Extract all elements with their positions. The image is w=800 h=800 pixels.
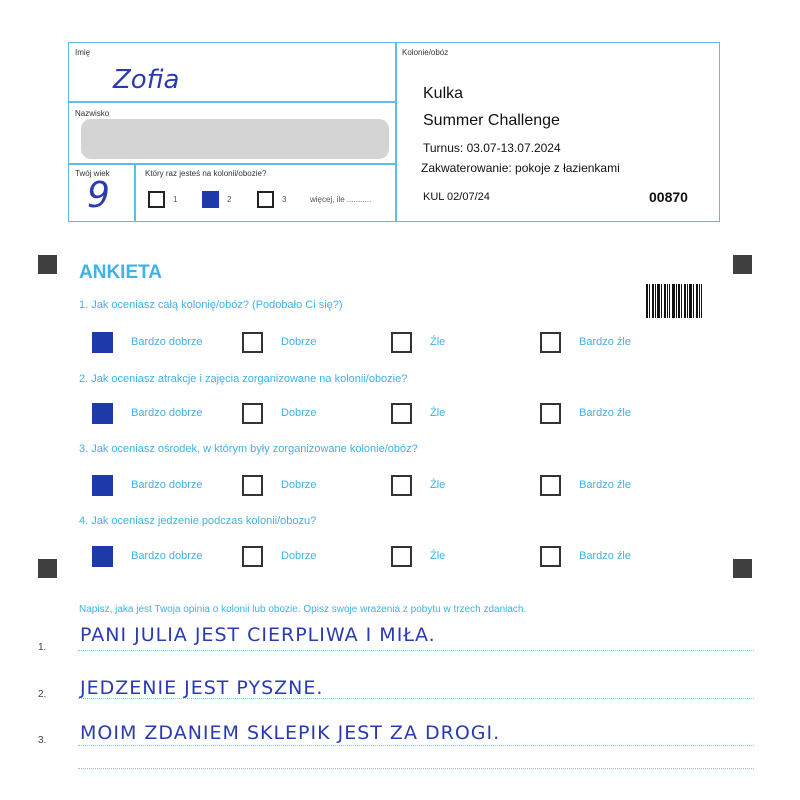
times-option-label: 2	[227, 195, 232, 204]
q1-option-bardzo-dobrze-checkbox[interactable]	[92, 332, 113, 353]
dotted-line	[78, 650, 754, 651]
q4-option-dobrze-checkbox[interactable]	[242, 546, 263, 567]
camp-turnus: Turnus: 03.07-13.07.2024	[423, 141, 561, 155]
times-option-more-label: więcej, ile ...........	[310, 195, 372, 204]
q2-option-zle-checkbox[interactable]	[391, 403, 412, 424]
q3-option-dobrze-checkbox[interactable]	[242, 475, 263, 496]
q3-option-zle-checkbox[interactable]	[391, 475, 412, 496]
option-label: Dobrze	[281, 550, 317, 562]
answer-line-3[interactable]: MOIM ZDANIEM SKLEPIK JEST ZA DROGI.	[80, 722, 501, 744]
option-label: Dobrze	[281, 407, 317, 419]
times-checkbox-2[interactable]	[202, 191, 219, 208]
barcode-icon	[646, 284, 702, 318]
option-label: Bardzo dobrze	[131, 407, 203, 419]
question-3: 3. Jak oceniasz ośrodek, w którym były zorganizowane kolonie/obóz?	[79, 443, 418, 455]
q4-option-zle-checkbox[interactable]	[391, 546, 412, 567]
divider	[395, 43, 397, 221]
times-checkbox-3[interactable]	[257, 191, 274, 208]
registration-mark	[38, 255, 57, 274]
last-name-label: Nazwisko	[75, 109, 110, 118]
first-name-label: Imię	[75, 48, 91, 57]
survey-title: ANKIETA	[79, 262, 163, 283]
form-number: 00870	[649, 189, 688, 205]
dotted-line	[78, 745, 754, 746]
q3-option-bardzo-dobrze-checkbox[interactable]	[92, 475, 113, 496]
camp-label: Kolonie/obóz	[402, 48, 449, 57]
divider	[134, 163, 136, 221]
question-1: 1. Jak oceniasz całą kolonię/obóz? (Podobało Ci się?)	[79, 299, 343, 311]
q4-option-bardzo-zle-checkbox[interactable]	[540, 546, 561, 567]
line-number: 2.	[38, 689, 47, 700]
option-label: Bardzo źle	[579, 407, 631, 419]
option-label: Dobrze	[281, 479, 317, 491]
q1-option-dobrze-checkbox[interactable]	[242, 332, 263, 353]
divider	[69, 101, 395, 103]
answer-line-2[interactable]: JEDZENIE JEST PYSZNE.	[80, 677, 324, 699]
question-2: 2. Jak oceniasz atrakcje i zajęcia zorganizowane na kolonii/obozie?	[79, 373, 408, 385]
age-value[interactable]: 9	[87, 175, 110, 216]
registration-mark	[38, 559, 57, 578]
option-label: Bardzo źle	[579, 479, 631, 491]
q1-option-zle-checkbox[interactable]	[391, 332, 412, 353]
times-label: Który raz jesteś na kolonii/obozie?	[145, 169, 267, 178]
option-label: Źle	[430, 336, 446, 348]
q4-option-bardzo-dobrze-checkbox[interactable]	[92, 546, 113, 567]
divider	[69, 163, 395, 165]
camp-code: KUL 02/07/24	[423, 191, 490, 203]
option-label: Bardzo dobrze	[131, 550, 203, 562]
last-name-redacted-field[interactable]	[81, 119, 389, 159]
option-label: Bardzo dobrze	[131, 336, 203, 348]
times-option-label: 3	[282, 195, 287, 204]
q2-option-bardzo-zle-checkbox[interactable]	[540, 403, 561, 424]
option-label: Bardzo dobrze	[131, 479, 203, 491]
q1-option-bardzo-zle-checkbox[interactable]	[540, 332, 561, 353]
header-form	[68, 42, 720, 222]
age-label: Twój wiek	[75, 169, 110, 178]
first-name-value[interactable]: Zofia	[113, 65, 180, 95]
registration-mark	[733, 255, 752, 274]
dotted-line	[78, 698, 754, 699]
times-option-label: 1	[173, 195, 178, 204]
q2-option-bardzo-dobrze-checkbox[interactable]	[92, 403, 113, 424]
dotted-line	[78, 768, 754, 769]
option-label: Źle	[430, 550, 446, 562]
camp-program: Summer Challenge	[423, 112, 560, 129]
line-number: 1.	[38, 642, 47, 653]
registration-mark	[733, 559, 752, 578]
opinion-prompt: Napisz, jaka jest Twoja opinia o kolonii lub obozie. Opisz swoje wrażenia z pobytu w trzech zdaniach.	[79, 604, 527, 615]
q2-option-dobrze-checkbox[interactable]	[242, 403, 263, 424]
option-label: Bardzo źle	[579, 336, 631, 348]
option-label: Bardzo źle	[579, 550, 631, 562]
times-checkbox-1[interactable]	[148, 191, 165, 208]
question-4: 4. Jak oceniasz jedzenie podczas kolonii/obozu?	[79, 515, 317, 527]
camp-name: Kulka	[423, 85, 464, 102]
q3-option-bardzo-zle-checkbox[interactable]	[540, 475, 561, 496]
line-number: 3.	[38, 735, 47, 746]
option-label: Dobrze	[281, 336, 317, 348]
option-label: Źle	[430, 479, 446, 491]
camp-accommodation: Zakwaterowanie: pokoje z łazienkami	[421, 161, 620, 175]
answer-line-1[interactable]: PANI JULIA JEST CIERPLIWA I MIŁA.	[80, 624, 436, 646]
option-label: Źle	[430, 407, 446, 419]
